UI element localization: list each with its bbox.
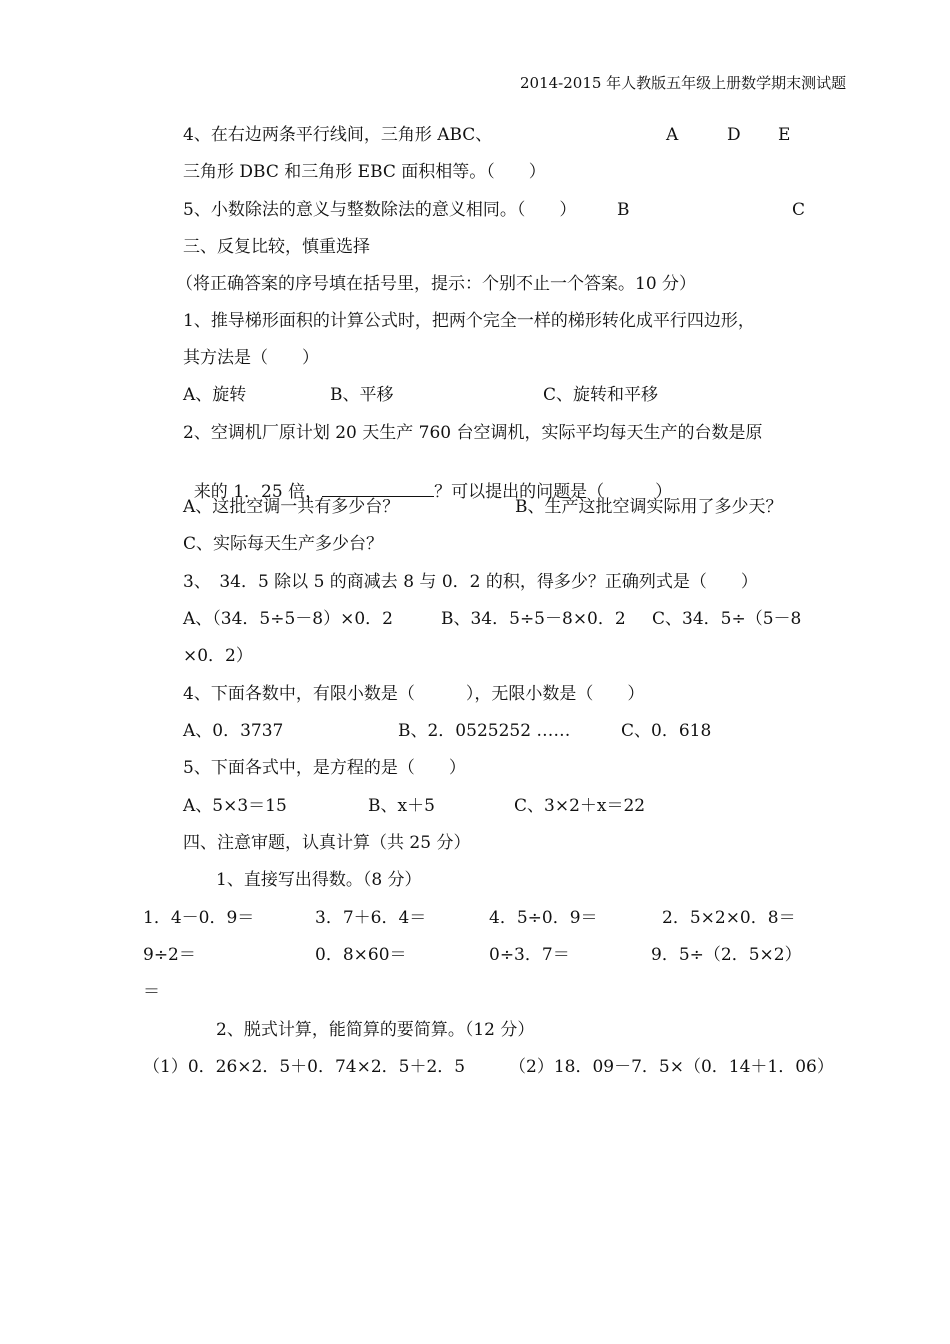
s3-q5: 5、下面各式中，是方程的是（ ） bbox=[183, 758, 466, 778]
figure-label-e: E bbox=[778, 125, 791, 145]
calc-problem-1: （1）0．26×2．5＋0．74×2．5＋2．5 bbox=[143, 1057, 466, 1077]
calc-item: 4．5÷0．9＝ bbox=[489, 908, 598, 928]
s3-q3: 3、 34．5 除以 5 的商减去 8 与 0．2 的积，得多少？正确列式是（ ） bbox=[183, 572, 758, 592]
calc-item: 2．5×2×0．8＝ bbox=[662, 908, 796, 928]
s3-q4: 4、下面各数中，有限小数是（ ），无限小数是（ ） bbox=[183, 684, 645, 704]
s3-q1-option-c: C、旋转和平移 bbox=[543, 385, 659, 405]
s3-q2-option-a: A、这批空调一共有多少台？ bbox=[183, 497, 400, 517]
s3-q1-line2: 其方法是（ ） bbox=[183, 348, 319, 368]
calc-item: 3．7＋6．4＝ bbox=[315, 908, 427, 928]
s3-q3-option-a: A、（34．5÷5－8）×0．2 bbox=[183, 609, 393, 629]
section3-title: 三、反复比较，慎重选择 bbox=[183, 237, 370, 257]
calc-item: 0÷3．7＝ bbox=[489, 945, 570, 965]
s3-q5-option-c: C、3×2＋x＝22 bbox=[514, 796, 646, 816]
figure-label-a: A bbox=[666, 125, 679, 145]
s3-q5-option-b: B、x＋5 bbox=[368, 796, 435, 816]
s3-q2-line1: 2、空调机厂原计划 20 天生产 760 台空调机，实际平均每天生产的台数是原 bbox=[183, 423, 763, 443]
s3-q5-option-a: A、5×3＝15 bbox=[183, 796, 287, 816]
s3-q3-option-c-cont: ×0．2） bbox=[183, 646, 253, 666]
s3-q4-option-c: C、0．618 bbox=[621, 721, 712, 741]
s3-q3-option-b: B、34．5÷5－8×0．2 bbox=[441, 609, 626, 629]
s3-q2-option-b: B、生产这批空调实际用了多少天？ bbox=[515, 497, 783, 517]
s3-q2-line2-post: ？可以提出的问题是（ ） bbox=[434, 482, 673, 502]
figure-label-d: D bbox=[727, 125, 741, 145]
section4-title: 四、注意审题，认真计算（共 25 分） bbox=[183, 833, 471, 853]
calc-problem-2: （2）18．09－7．5×（0．14＋1．06） bbox=[509, 1057, 834, 1077]
s3-q2-line2-pre: 来的 1．25 倍， bbox=[193, 482, 323, 502]
figure-label-b: B bbox=[617, 200, 630, 220]
calc-item: 0．8×60＝ bbox=[315, 945, 407, 965]
calc-item: 9÷2＝ bbox=[143, 945, 196, 965]
s3-q2-option-c: C、实际每天生产多少台？ bbox=[183, 534, 384, 554]
s3-q4-option-a: A、0．3737 bbox=[183, 721, 284, 741]
figure-label-c: C bbox=[792, 200, 806, 220]
s4-sub2-title: 2、脱式计算，能简算的要简算。（12 分） bbox=[216, 1020, 535, 1040]
judge-q4-line2: 三角形 DBC 和三角形 EBC 面积相等。（ ） bbox=[183, 162, 546, 182]
judge-q5: 5、小数除法的意义与整数除法的意义相同。（ ） bbox=[183, 200, 577, 220]
calc-item: 1．4－0．9＝ bbox=[143, 908, 255, 928]
judge-q4-line1: 4、在右边两条平行线间，三角形 ABC、 bbox=[183, 125, 493, 145]
calc-item-cont: ＝ bbox=[143, 982, 160, 1002]
s3-q1-line1: 1、推导梯形面积的计算公式时，把两个完全一样的梯形转化成平行四边形， bbox=[183, 311, 755, 331]
s3-q1-option-a: A、旋转 bbox=[183, 385, 247, 405]
section3-instruction: （将正确答案的序号填在括号里，提示：个别不止一个答案。10 分） bbox=[176, 274, 697, 294]
page-header: 2014-2015 年人教版五年级上册数学期末测试题 bbox=[520, 74, 847, 92]
s3-q3-option-c: C、34．5÷（5－8 bbox=[652, 609, 802, 629]
s4-sub1-title: 1、直接写出得数。（8 分） bbox=[216, 870, 422, 890]
s3-q4-option-b: B、2．0525252 …… bbox=[398, 721, 571, 741]
answer-blank bbox=[322, 481, 434, 497]
calc-item: 9．5÷（2．5×2） bbox=[651, 945, 802, 965]
s3-q1-option-b: B、平移 bbox=[330, 385, 394, 405]
